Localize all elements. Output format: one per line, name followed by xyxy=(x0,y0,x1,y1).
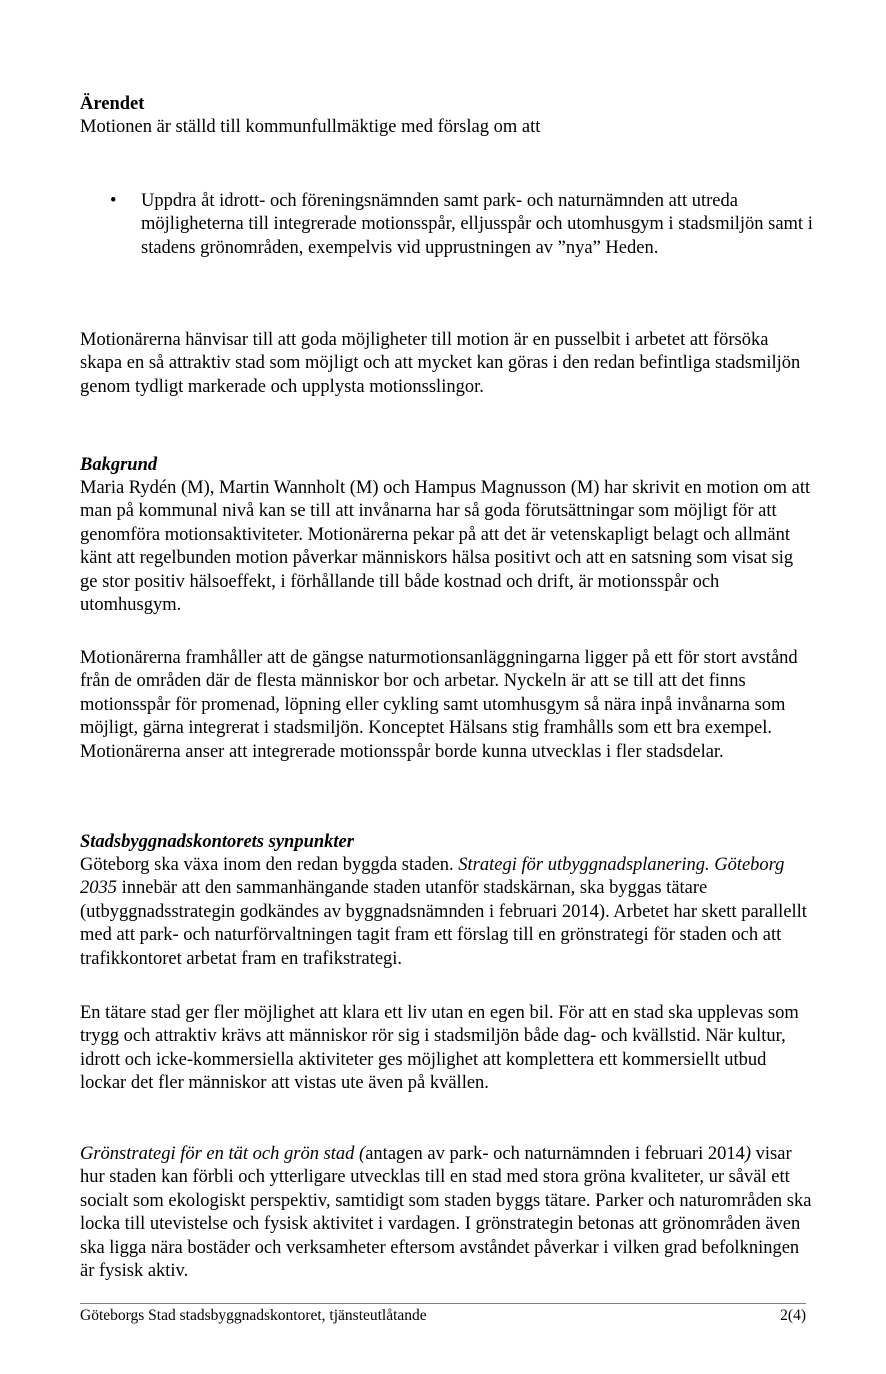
bakgrund-section xyxy=(80,453,815,617)
arendet-paragraph-block xyxy=(80,329,815,399)
bakgrund-paragraph-2-block xyxy=(80,647,815,764)
synpunkter-p1-end: innebär att den sammanhängande staden utanför stadskärnan, ska byggas tätare (utbyggnadsstrategin godkändes av byggnadsnämnden i februari 2014). Arbetet har skett parallellt med att park- och naturförvaltningen tagit fram ett förslag till en grönstrategi för staden och att trafikkontoret arbetat fram en trafikstrategi. xyxy=(80,878,807,969)
footer-text: Göteborgs Stad stadsbyggnadskontoret, tjänsteutlåtande xyxy=(80,1307,427,1324)
synpunkter-p3-end: visar hur staden kan förbli och ytterligare utvecklas till en stad med stora gröna kvaliteter, ur såväl ett socialt som ekologiskt perspektiv, samtidigt som staden byggs tätare. Parker och naturområden ska locka till utevistelse och fysisk aktivitet i vardagen. I grönstrategin betonas att grönområden även ska ligga nära bostäder och verksamheter eftersom avståndet påverkar i vilken grad befolkningen är fysisk aktiv. xyxy=(80,1144,812,1282)
arendet-intro: Motionen är ställd till kommunfullmäktige med förslag om att xyxy=(80,117,541,137)
synpunkter-paragraph-2-block xyxy=(80,1002,815,1096)
gronstrategi-title: Grönstrategi för en tät och grön stad ( xyxy=(80,1144,366,1164)
bakgrund-paragraph-1: Maria Rydén (M), Martin Wannholt (M) och Hampus Magnusson (M) har skrivit en motion om att man på kommunal nivå kan se till att invånarna har så goda förutsättningar som möjligt för att genomföra motionsaktiviteter. Motionärerna pekar på att det är vetenskapligt belagt och allmänt känt att regelbunden motion påverkar människors hälsa positivt och att en satsning som visat sig ge stor positiv hälsoeffekt, i förhållande till både kostnad och drift, är motionsspår och utomhusgym. xyxy=(80,478,811,616)
strategy-title: Strategi för utbyggnadsplanering. Göteborg 2035 xyxy=(80,855,785,899)
footer-divider xyxy=(80,1303,806,1304)
synpunkter-p3-mid: antagen av park- och naturnämnden i februari 2014 xyxy=(365,1144,745,1164)
synpunkter-paragraph-3-block xyxy=(80,1143,815,1283)
synpunkter-p3-paren: ) xyxy=(744,1144,752,1164)
arendet-paragraph: Motionärerna hänvisar till att goda möjligheter till motion är en pusselbit i arbetet att försöka skapa en så attraktiv stad som möjligt och att mycket kan göras i den redan befintliga stadsmiljön genom tydligt markerade och upplysta motionsslingor. xyxy=(80,330,801,397)
synpunkter-p1-start: Göteborg ska växa inom den redan byggda staden. xyxy=(80,855,459,875)
synpunkter-paragraph-2: En tätare stad ger fler möjlighet att klara ett liv utan en egen bil. För att en stad ska upplevas som trygg och attraktiv krävs att människor rör sig i stadsmiljön både dag- och kvällstid. När kultur, idrott och icke-kommersiella aktiviteter ges möjlighet att komplettera ett kommersiellt utbud lockar det fler människor att vistas ute även på kvällen. xyxy=(80,1003,799,1094)
bakgrund-paragraph-2: Motionärerna framhåller att de gängse naturmotionsanläggningarna ligger på ett för stort avstånd från de områden där de flesta människor bor och arbetar. Nyckeln är att se till att det finns motionsspår för promenad, löpning eller cykling samt utomhusgym så nära inpå invånarna som möjligt, gärna integrerat i stadsmiljön. Konceptet Hälsans stig framhålls som ett bra exempel. Motionärerna anser att integrerade motionsspår borde kunna utvecklas i fler stadsdelar. xyxy=(80,648,798,762)
arendet-section xyxy=(80,92,815,139)
synpunkter-heading: Stadsbyggnadskontorets synpunkter xyxy=(80,832,354,852)
synpunkter-section xyxy=(80,830,815,971)
page-number: 2(4) xyxy=(780,1307,806,1324)
arendet-bullet-text: Uppdra åt idrott- och föreningsnämnden samt park- och naturnämnden att utreda möjligheterna till integrerade motionsspår, elljusspår och utomhusgym i stadsmiljön samt i stadens grönområden, exempelvis vid upprustningen av ”nya” Heden. xyxy=(141,191,813,258)
arendet-heading: Ärendet xyxy=(80,94,145,114)
bakgrund-heading: Bakgrund xyxy=(80,455,158,475)
synpunkter-paragraph-3 xyxy=(80,1143,815,1283)
bullet-icon: • xyxy=(110,191,117,211)
synpunkter-paragraph-1 xyxy=(80,854,815,971)
